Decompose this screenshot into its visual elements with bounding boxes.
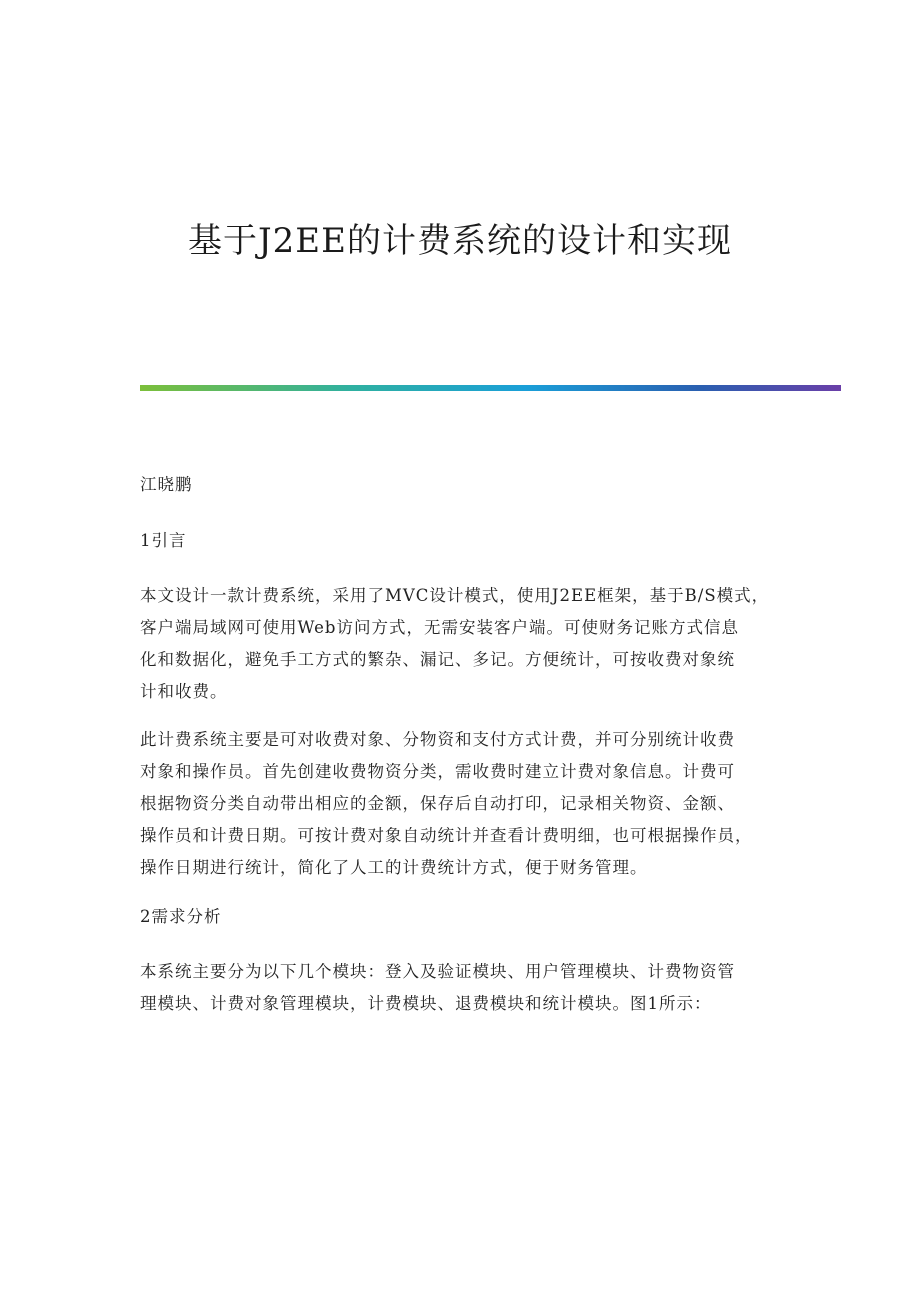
document-title: 基于J2EE的计费系统的设计和实现 [188,221,732,261]
text-line: 客户端局域网可使用Web访问方式，无需安装客户端。可使财务记账方式信息 [140,618,739,637]
text-line: 操作员和计费日期。可按计费对象自动统计并查看计费明细，也可根据操作员， [140,826,753,845]
section-heading-requirements: 2需求分析 [140,907,222,926]
document-body [140,468,820,1036]
text-line: 此计费系统主要是可对收费对象、分物资和支付方式计费，并可分别统计收费 [140,730,735,749]
text-line: 理模块、计费对象管理模块，计费模块、退费模块和统计模块。图1所示： [140,994,712,1013]
paragraph [140,724,820,884]
paragraph [140,580,820,708]
text-line: 化和数据化，避免手工方式的繁杂、漏记、多记。方便统计，可按收费对象统 [140,650,735,669]
text-line: 操作日期进行统计，简化了人工的计费统计方式，便于财务管理。 [140,858,648,877]
text-line: 本文设计一款计费系统，采用了MVC设计模式，使用J2EE框架，基于B/S模式， [140,586,770,605]
text-line: 本系统主要分为以下几个模块：登入及验证模块、用户管理模块、计费物资管 [140,962,735,981]
paragraph [140,956,820,1020]
title-divider [140,385,841,391]
text-line: 对象和操作员。首先创建收费物资分类，需收费时建立计费对象信息。计费可 [140,762,735,781]
section-heading-intro: 1引言 [140,531,187,550]
text-line: 计和收费。 [140,682,228,701]
author-name: 江晓鹏 [140,475,193,494]
text-line: 根据物资分类自动带出相应的金额，保存后自动打印，记录相关物资、金额、 [140,794,735,813]
